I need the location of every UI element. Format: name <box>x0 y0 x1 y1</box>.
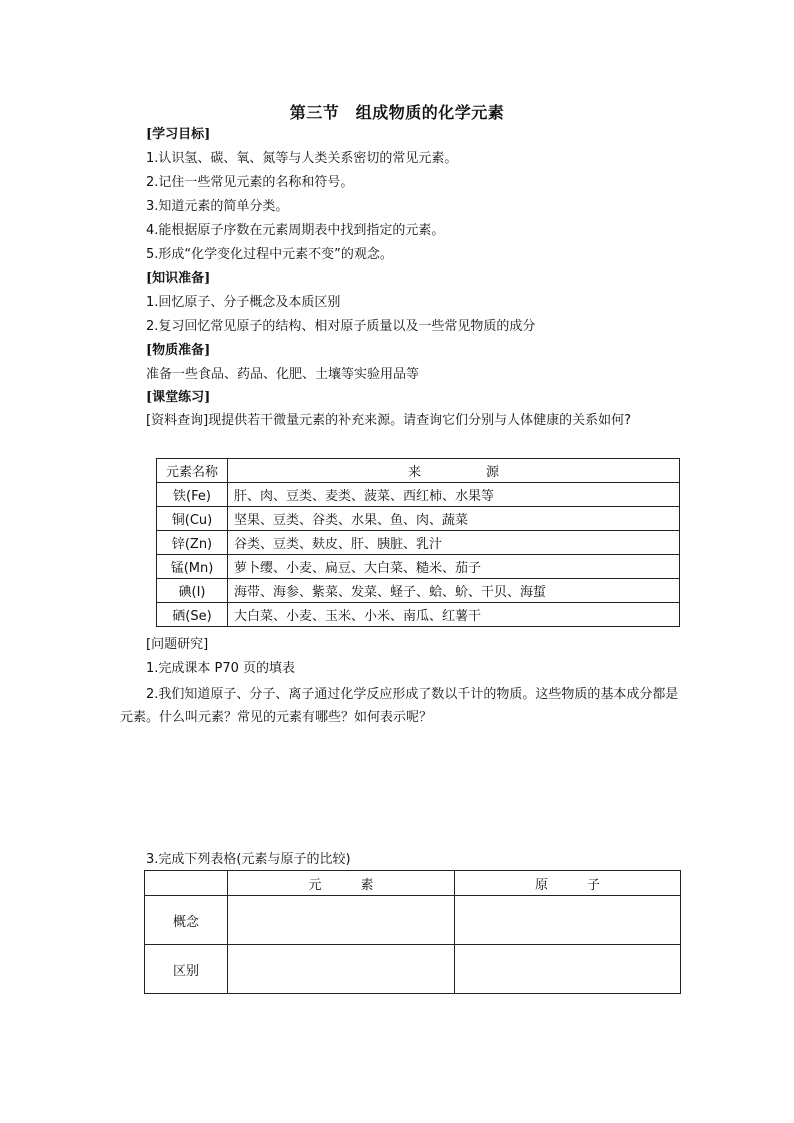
goal-item: 2.记住一些常见元素的名称和符号。 <box>146 175 354 190</box>
element-source-table <box>156 458 680 627</box>
element-cell: 锰(Mn) <box>157 555 228 579</box>
source-cell: 肝、肉、豆类、麦类、菠菜、西红柿、水果等 <box>228 483 680 507</box>
materials-text: 准备一些食品、药品、化肥、土壤等实验用品等 <box>146 367 420 382</box>
goal-item: 3.知道元素的简单分类。 <box>146 199 289 214</box>
research-item-2: 2.我们知道原子、分子、离子通过化学反应形成了数以千计的物质。这些物质的基本成分都是元素。什么叫元素？常见的元素有哪些？如何表示呢？ <box>120 687 679 725</box>
knowledge-item: 1.回忆原子、分子概念及本质区别 <box>146 295 341 310</box>
difference-element-cell[interactable] <box>228 945 455 994</box>
element-atom-compare-table <box>144 870 681 994</box>
table-row <box>157 531 680 555</box>
table-row <box>145 896 681 945</box>
goal-item: 5.形成“化学变化过程中元素不变”的观念。 <box>146 247 393 262</box>
concept-atom-cell[interactable] <box>455 896 681 945</box>
practice-heading: [课堂练习] <box>146 390 211 405</box>
materials-heading: [物质准备] <box>146 343 211 358</box>
element-cell: 铜(Cu) <box>157 507 228 531</box>
header-element-name: 元素名称 <box>157 459 228 483</box>
table-row <box>157 603 680 627</box>
table-row <box>157 579 680 603</box>
source-cell: 萝卜缨、小麦、扁豆、大白菜、糙米、茄子 <box>228 555 680 579</box>
table-header-row <box>157 459 680 483</box>
difference-atom-cell[interactable] <box>455 945 681 994</box>
table-row <box>145 945 681 994</box>
table-row <box>157 483 680 507</box>
goal-item: 1.认识氢、碳、氧、氮等与人类关系密切的常见元素。 <box>146 151 458 166</box>
research-item-3: 3.完成下列表格(元素与原子的比较) <box>146 852 351 867</box>
source-cell: 谷类、豆类、麸皮、肝、胰脏、乳汁 <box>228 531 680 555</box>
row-label-difference: 区别 <box>145 945 228 994</box>
query-paragraph: [资料查询]现提供若干微量元素的补充来源。请查询它们分别与人体健康的关系如何? <box>146 413 632 428</box>
element-cell: 碘(I) <box>157 579 228 603</box>
table-row <box>157 507 680 531</box>
header-source: 来 源 <box>228 459 680 483</box>
header-atom: 原 子 <box>455 871 681 896</box>
research-item-1: 1.完成课本 P70 页的填表 <box>146 661 296 676</box>
research-heading: [问题研究] <box>146 637 209 652</box>
element-cell: 铁(Fe) <box>157 483 228 507</box>
header-blank <box>145 871 228 896</box>
table-header-row <box>145 871 681 896</box>
page-title: 第三节 组成物质的化学元素 <box>289 103 505 122</box>
header-element: 元 素 <box>228 871 455 896</box>
goals-heading: [学习目标] <box>146 127 211 142</box>
source-cell: 大白菜、小麦、玉米、小米、南瓜、红薯干 <box>228 603 680 627</box>
source-cell: 海带、海参、紫菜、发菜、蛏子、蛤、蚧、干贝、海蜇 <box>228 579 680 603</box>
element-cell: 锌(Zn) <box>157 531 228 555</box>
knowledge-item: 2.复习回忆常见原子的结构、相对原子质量以及一些常见物质的成分 <box>146 319 536 334</box>
row-label-concept: 概念 <box>145 896 228 945</box>
source-cell: 坚果、豆类、谷类、水果、鱼、肉、蔬菜 <box>228 507 680 531</box>
element-cell: 硒(Se) <box>157 603 228 627</box>
knowledge-heading: [知识准备] <box>146 271 211 286</box>
goal-item: 4.能根据原子序数在元素周期表中找到指定的元素。 <box>146 223 445 238</box>
concept-element-cell[interactable] <box>228 896 455 945</box>
table-row <box>157 555 680 579</box>
